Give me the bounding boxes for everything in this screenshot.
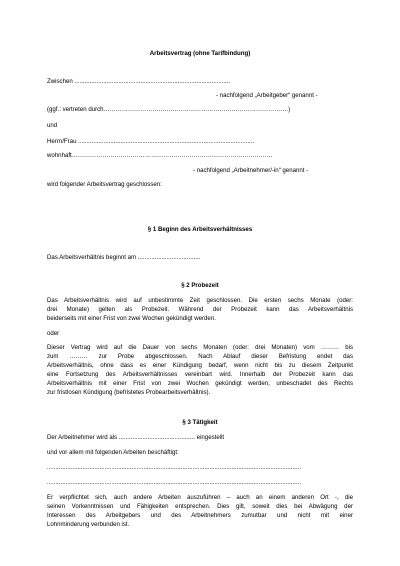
section-3-heading: § 3 Tätigkeit	[182, 419, 218, 426]
section-3-tasks-intro: und vor allem mit folgenden Arbeiten beschäftigt:	[47, 449, 179, 456]
arbeitnehmer-label: - nachfolgend „Arbeitnehmer/-in“ genannt -	[193, 167, 309, 174]
section-2-oder: oder	[47, 330, 60, 337]
section-2-paragraph-1-line: drei Monate) gelten als Probezeit. Während der Probezeit kann das Arbeitsverhältnis	[47, 306, 353, 313]
section-2-heading: § 2 Probezeit	[181, 282, 219, 289]
section-1-heading: § 1 Beginn des Arbeitsverhältnisses	[147, 226, 253, 233]
section-2-paragraph-2-line: Arbeitsverhältnis, ohne dass es einer Kündigung bedarf, wenn nicht bis zu diesem Zeitpunkt	[47, 362, 353, 369]
section-2-paragraph-1-line: Das Arbeitsverhältnis wird auf unbestimmte Zeit geschlossen. Die ersten sechs Monate (oder:	[47, 297, 353, 304]
section-3-paragraph-line: Er verpflichtet sich, auch andere Arbeiten auszuführen – auch an einem anderen Ort -, die	[47, 494, 353, 501]
section-3-paragraph-line: seinen Vorkenntnissen und Fähigkeiten entsprechen. Dies gilt, soweit dies bei Abwägung der	[47, 503, 353, 510]
intro-text: wird folgender Arbeitsvertrag geschlossen:	[47, 181, 162, 188]
arbeitgeber-label: - nachfolgend „Arbeitgeber“ genannt -	[216, 92, 318, 99]
section-3-role-line: Der Arbeitnehmer wird als ............................................. eingestellt	[47, 434, 225, 441]
section-3-dotted-line: ......................................................................................................................................................	[47, 464, 301, 471]
section-2-paragraph-2-line: zur fristlosen Kündigung (befristetes Probearbeitsverhältnis).	[47, 389, 211, 396]
vertreten-line: (ggf.: vertreten durch……………………………………………………………………………….)	[47, 106, 291, 113]
und-text: und	[47, 122, 58, 129]
section-2-paragraph-2-line: Dieser Vertrag wird auf die Dauer von sechs Monaten (oder: drei Monaten) vom ……… bis	[47, 344, 353, 351]
section-1-text: Das Arbeitsverhältnis beginnt am .....................................	[47, 254, 201, 261]
zwischen-line: Zwischen ............................................................................................	[47, 78, 231, 85]
document-title: Arbeitsvertrag (ohne Tarifbindung)	[149, 50, 251, 57]
section-3-paragraph-line: Lohnminderung verbunden ist.	[47, 521, 130, 528]
section-2-paragraph-2-line: zum ……… zur Probe abgeschlossen. Nach Ablauf dieser Befristung endet das	[47, 353, 353, 360]
section-3-paragraph-line: Interessen des Arbeitgebers und des Arbeitnehmers zumutbar und nicht mit einer	[47, 512, 353, 519]
section-3-dotted-line: ......................................................................................................................................................	[47, 479, 301, 486]
section-2-paragraph-2-line: eine Fortsetzung des Arbeitsverhältnisses vereinbart wird. Innerhalb der Probezeit kann das	[47, 371, 353, 378]
herrn-frau-line: Herrn/Frau ........................................................................................................	[47, 138, 255, 145]
section-2-paragraph-2-line: Arbeitsverhältnis mit einer Frist von zwei Wochen gekündigt werden, unbeschadet des Rechts	[47, 380, 353, 387]
section-2-paragraph-1-line: beiderseits mit einer Frist von zwei Wochen gekündigt werden.	[47, 315, 216, 322]
wohnhaft-line: wohnhaft………………………………………………………………………………………	[47, 152, 273, 159]
